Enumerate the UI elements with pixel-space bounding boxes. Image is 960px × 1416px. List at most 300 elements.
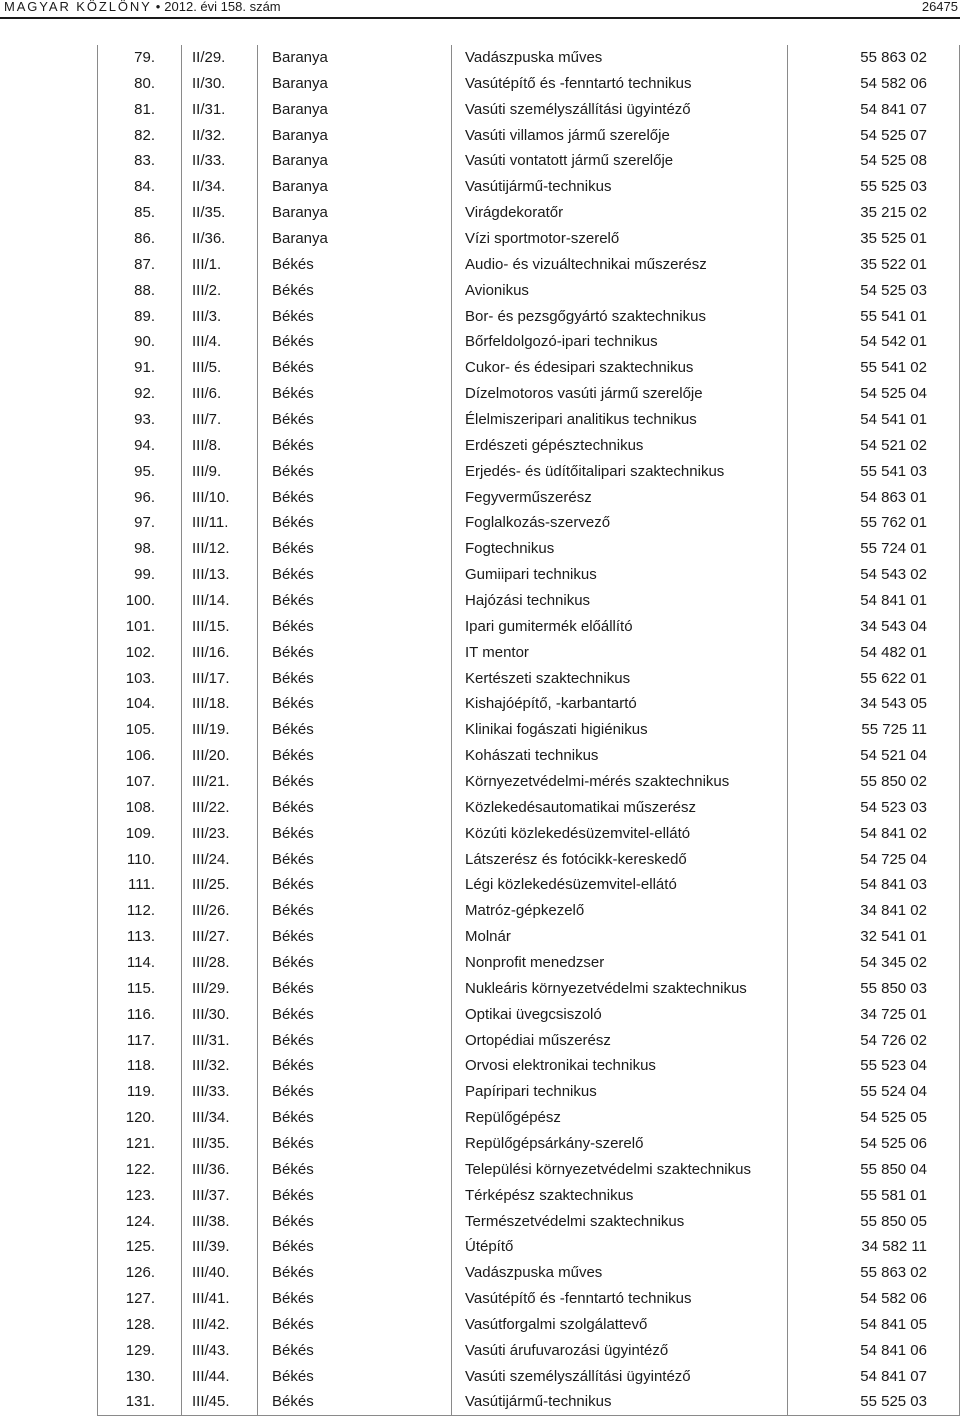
- county: Békés: [258, 666, 452, 692]
- oktj-code: 55 863 02: [788, 1260, 960, 1286]
- reference-code: III/32.: [182, 1054, 258, 1080]
- row-number: 121.: [98, 1131, 182, 1157]
- row-number: 79.: [98, 45, 182, 71]
- qualification-name: Élelmiszeripari analitikus technikus: [452, 407, 788, 433]
- reference-code: III/4.: [182, 329, 258, 355]
- row-number: 91.: [98, 355, 182, 381]
- table-row: [98, 1209, 960, 1235]
- reference-code: III/21.: [182, 769, 258, 795]
- county: Békés: [258, 304, 452, 330]
- separator-dot: •: [155, 0, 161, 14]
- oktj-code: 54 841 03: [788, 873, 960, 899]
- row-number: 108.: [98, 795, 182, 821]
- county: Békés: [258, 614, 452, 640]
- reference-code: III/37.: [182, 1183, 258, 1209]
- county: Békés: [258, 1105, 452, 1131]
- table-row: [98, 433, 960, 459]
- qualification-name: Térképész szaktechnikus: [452, 1183, 788, 1209]
- county: Baranya: [258, 200, 452, 226]
- row-number: 113.: [98, 924, 182, 950]
- reference-code: III/34.: [182, 1105, 258, 1131]
- row-number: 97.: [98, 510, 182, 536]
- row-number: 85.: [98, 200, 182, 226]
- row-number: 110.: [98, 847, 182, 873]
- table-row: [98, 123, 960, 149]
- reference-code: III/5.: [182, 355, 258, 381]
- row-number: 124.: [98, 1209, 182, 1235]
- county: Békés: [258, 1235, 452, 1261]
- table-row: [98, 148, 960, 174]
- table-row: [98, 97, 960, 123]
- oktj-code: 55 541 01: [788, 304, 960, 330]
- qualification-name: Kertészeti szaktechnikus: [452, 666, 788, 692]
- oktj-code: 54 841 02: [788, 821, 960, 847]
- county: Békés: [258, 769, 452, 795]
- table-row: [98, 847, 960, 873]
- qualification-name: Virágdekoratőr: [452, 200, 788, 226]
- county: Békés: [258, 1054, 452, 1080]
- qualification-name: Vízi sportmotor-szerelő: [452, 226, 788, 252]
- county: Békés: [258, 1260, 452, 1286]
- reference-code: III/14.: [182, 588, 258, 614]
- oktj-code: 54 543 02: [788, 562, 960, 588]
- reference-code: III/33.: [182, 1079, 258, 1105]
- row-number: 92.: [98, 381, 182, 407]
- qualification-name: Vasútépítő és -fenntartó technikus: [452, 71, 788, 97]
- row-number: 102.: [98, 640, 182, 666]
- qualification-name: Orvosi elektronikai technikus: [452, 1054, 788, 1080]
- oktj-code: 54 525 05: [788, 1105, 960, 1131]
- row-number: 83.: [98, 148, 182, 174]
- reference-code: III/17.: [182, 666, 258, 692]
- table-row: [98, 614, 960, 640]
- county: Békés: [258, 1157, 452, 1183]
- reference-code: III/3.: [182, 304, 258, 330]
- oktj-code: 54 582 06: [788, 71, 960, 97]
- oktj-code: 54 521 02: [788, 433, 960, 459]
- qualification-name: Vasúti személyszállítási ügyintéző: [452, 97, 788, 123]
- oktj-code: 54 525 04: [788, 381, 960, 407]
- oktj-code: 55 850 03: [788, 976, 960, 1002]
- qualification-name: Klinikai fogászati higiénikus: [452, 717, 788, 743]
- reference-code: II/33.: [182, 148, 258, 174]
- table-row: [98, 200, 960, 226]
- county: Békés: [258, 329, 452, 355]
- oktj-code: 54 542 01: [788, 329, 960, 355]
- row-number: 100.: [98, 588, 182, 614]
- county: Békés: [258, 1312, 452, 1338]
- table-row: [98, 459, 960, 485]
- table-row: [98, 1364, 960, 1390]
- county: Baranya: [258, 148, 452, 174]
- row-number: 120.: [98, 1105, 182, 1131]
- oktj-code: 54 525 07: [788, 123, 960, 149]
- header-rule: [0, 17, 960, 19]
- county: Baranya: [258, 45, 452, 71]
- oktj-code: 55 850 02: [788, 769, 960, 795]
- row-number: 104.: [98, 691, 182, 717]
- table-row: [98, 381, 960, 407]
- reference-code: II/31.: [182, 97, 258, 123]
- reference-code: III/38.: [182, 1209, 258, 1235]
- row-number: 127.: [98, 1286, 182, 1312]
- row-number: 96.: [98, 485, 182, 511]
- row-number: 98.: [98, 536, 182, 562]
- oktj-code: 55 525 03: [788, 174, 960, 200]
- oktj-code: 54 725 04: [788, 847, 960, 873]
- table-row: [98, 873, 960, 899]
- oktj-code: 55 622 01: [788, 666, 960, 692]
- row-number: 95.: [98, 459, 182, 485]
- qualification-name: Hajózási technikus: [452, 588, 788, 614]
- row-number: 103.: [98, 666, 182, 692]
- qualification-name: Foglalkozás-szervező: [452, 510, 788, 536]
- table-row: [98, 1312, 960, 1338]
- qualification-name: Vasútépítő és -fenntartó technikus: [452, 1286, 788, 1312]
- reference-code: III/36.: [182, 1157, 258, 1183]
- table-row: [98, 1286, 960, 1312]
- reference-code: II/29.: [182, 45, 258, 71]
- table-row: [98, 717, 960, 743]
- county: Baranya: [258, 226, 452, 252]
- qualification-name: Erdészeti gépésztechnikus: [452, 433, 788, 459]
- oktj-code: 54 523 03: [788, 795, 960, 821]
- qualification-name: Avionikus: [452, 278, 788, 304]
- oktj-code: 55 525 03: [788, 1390, 960, 1416]
- qualification-name: Nukleáris környezetvédelmi szaktechnikus: [452, 976, 788, 1002]
- oktj-code: 55 541 03: [788, 459, 960, 485]
- oktj-code: 54 525 06: [788, 1131, 960, 1157]
- reference-code: III/24.: [182, 847, 258, 873]
- row-number: 88.: [98, 278, 182, 304]
- page-number: 26475: [921, 0, 958, 14]
- reference-code: III/9.: [182, 459, 258, 485]
- oktj-code: 55 863 02: [788, 45, 960, 71]
- reference-code: III/19.: [182, 717, 258, 743]
- row-number: 118.: [98, 1054, 182, 1080]
- qualification-name: Természetvédelmi szaktechnikus: [452, 1209, 788, 1235]
- oktj-code: 54 726 02: [788, 1028, 960, 1054]
- reference-code: III/40.: [182, 1260, 258, 1286]
- county: Békés: [258, 1390, 452, 1416]
- oktj-code: 54 841 05: [788, 1312, 960, 1338]
- county: Békés: [258, 381, 452, 407]
- qualification-name: Nonprofit menedzser: [452, 950, 788, 976]
- table-row: [98, 485, 960, 511]
- qualification-name: Erjedés- és üdítőitalipari szaktechnikus: [452, 459, 788, 485]
- county: Békés: [258, 1028, 452, 1054]
- row-number: 89.: [98, 304, 182, 330]
- reference-code: III/15.: [182, 614, 258, 640]
- qualification-name: Bor- és pezsgőgyártó szaktechnikus: [452, 304, 788, 330]
- oktj-code: 35 215 02: [788, 200, 960, 226]
- oktj-code: 54 525 08: [788, 148, 960, 174]
- reference-code: III/26.: [182, 898, 258, 924]
- county: Baranya: [258, 71, 452, 97]
- oktj-code: 54 541 01: [788, 407, 960, 433]
- table-row: [98, 769, 960, 795]
- table-row: [98, 71, 960, 97]
- oktj-code: 54 525 03: [788, 278, 960, 304]
- reference-code: III/8.: [182, 433, 258, 459]
- qualification-name: Vadászpuska műves: [452, 45, 788, 71]
- county: Békés: [258, 433, 452, 459]
- county: Békés: [258, 278, 452, 304]
- county: Békés: [258, 1338, 452, 1364]
- reference-code: III/16.: [182, 640, 258, 666]
- oktj-code: 55 725 11: [788, 717, 960, 743]
- reference-code: III/18.: [182, 691, 258, 717]
- county: Békés: [258, 950, 452, 976]
- table-row: [98, 1079, 960, 1105]
- table-row: [98, 588, 960, 614]
- row-number: 114.: [98, 950, 182, 976]
- qualification-name: Papíripari technikus: [452, 1079, 788, 1105]
- table-row: [98, 45, 960, 71]
- qualification-name: Kishajóépítő, -karbantartó: [452, 691, 788, 717]
- qualification-name: Vasúti személyszállítási ügyintéző: [452, 1364, 788, 1390]
- county: Békés: [258, 795, 452, 821]
- table-row: [98, 304, 960, 330]
- reference-code: III/43.: [182, 1338, 258, 1364]
- reference-code: III/2.: [182, 278, 258, 304]
- oktj-code: 34 582 11: [788, 1235, 960, 1261]
- row-number: 119.: [98, 1079, 182, 1105]
- oktj-code: 55 581 01: [788, 1183, 960, 1209]
- qualification-name: Vasúti vontatott jármű szerelője: [452, 148, 788, 174]
- reference-code: II/35.: [182, 200, 258, 226]
- qualification-name: Audio- és vizuáltechnikai műszerész: [452, 252, 788, 278]
- county: Békés: [258, 1002, 452, 1028]
- oktj-code: 34 841 02: [788, 898, 960, 924]
- table-row: [98, 821, 960, 847]
- qualification-name: Útépítő: [452, 1235, 788, 1261]
- table-row: [98, 1338, 960, 1364]
- table-row: [98, 898, 960, 924]
- reference-code: III/30.: [182, 1002, 258, 1028]
- table-row: [98, 510, 960, 536]
- row-number: 107.: [98, 769, 182, 795]
- reference-code: III/12.: [182, 536, 258, 562]
- table-row: [98, 1157, 960, 1183]
- county: Békés: [258, 1209, 452, 1235]
- reference-code: III/1.: [182, 252, 258, 278]
- qualification-name: Kohászati technikus: [452, 743, 788, 769]
- reference-code: III/7.: [182, 407, 258, 433]
- table-row: [98, 1390, 960, 1416]
- table-body: [98, 45, 960, 1416]
- qualification-name: Optikai üvegcsiszoló: [452, 1002, 788, 1028]
- table-row: [98, 691, 960, 717]
- row-number: 93.: [98, 407, 182, 433]
- table-row: [98, 1260, 960, 1286]
- table-row: [98, 355, 960, 381]
- page-header: [0, 0, 960, 18]
- table-row: [98, 174, 960, 200]
- county: Békés: [258, 976, 452, 1002]
- qualification-table: [97, 45, 960, 1416]
- row-number: 86.: [98, 226, 182, 252]
- oktj-code: 55 850 04: [788, 1157, 960, 1183]
- reference-code: III/11.: [182, 510, 258, 536]
- row-number: 82.: [98, 123, 182, 149]
- qualification-name: Bőrfeldolgozó-ipari technikus: [452, 329, 788, 355]
- table-row: [98, 1054, 960, 1080]
- row-number: 101.: [98, 614, 182, 640]
- qualification-name: Matróz-gépkezelő: [452, 898, 788, 924]
- county: Békés: [258, 536, 452, 562]
- row-number: 129.: [98, 1338, 182, 1364]
- row-number: 87.: [98, 252, 182, 278]
- qualification-name: Légi közlekedésüzemvitel-ellátó: [452, 873, 788, 899]
- county: Békés: [258, 898, 452, 924]
- oktj-code: 54 521 04: [788, 743, 960, 769]
- qualification-name: Cukor- és édesipari szaktechnikus: [452, 355, 788, 381]
- qualification-name: Közlekedésautomatikai műszerész: [452, 795, 788, 821]
- reference-code: III/35.: [182, 1131, 258, 1157]
- table-row: [98, 1131, 960, 1157]
- reference-code: III/20.: [182, 743, 258, 769]
- reference-code: III/42.: [182, 1312, 258, 1338]
- table-row: [98, 278, 960, 304]
- reference-code: II/34.: [182, 174, 258, 200]
- table-row: [98, 1105, 960, 1131]
- qualification-name: Vasútijármű-technikus: [452, 1390, 788, 1416]
- reference-code: II/36.: [182, 226, 258, 252]
- oktj-code: 54 841 06: [788, 1338, 960, 1364]
- county: Baranya: [258, 123, 452, 149]
- county: Békés: [258, 588, 452, 614]
- reference-code: III/23.: [182, 821, 258, 847]
- oktj-code: 54 841 07: [788, 1364, 960, 1390]
- county: Békés: [258, 847, 452, 873]
- qualification-name: Települési környezetvédelmi szaktechnikus: [452, 1157, 788, 1183]
- reference-code: III/6.: [182, 381, 258, 407]
- row-number: 130.: [98, 1364, 182, 1390]
- table-row: [98, 252, 960, 278]
- row-number: 105.: [98, 717, 182, 743]
- county: Békés: [258, 510, 452, 536]
- county: Békés: [258, 459, 452, 485]
- oktj-code: 55 523 04: [788, 1054, 960, 1080]
- reference-code: III/29.: [182, 976, 258, 1002]
- qualification-name: Gumiipari technikus: [452, 562, 788, 588]
- county: Békés: [258, 717, 452, 743]
- county: Békés: [258, 873, 452, 899]
- table-row: [98, 536, 960, 562]
- county: Békés: [258, 1079, 452, 1105]
- oktj-code: 35 525 01: [788, 226, 960, 252]
- reference-code: III/25.: [182, 873, 258, 899]
- county: Békés: [258, 821, 452, 847]
- county: Békés: [258, 252, 452, 278]
- county: Békés: [258, 1183, 452, 1209]
- table-row: [98, 950, 960, 976]
- table-row: [98, 976, 960, 1002]
- table-row: [98, 226, 960, 252]
- oktj-code: 34 725 01: [788, 1002, 960, 1028]
- row-number: 111.: [98, 873, 182, 899]
- oktj-code: 55 524 04: [788, 1079, 960, 1105]
- county: Békés: [258, 691, 452, 717]
- county: Békés: [258, 924, 452, 950]
- table-row: [98, 1183, 960, 1209]
- qualification-name: Fogtechnikus: [452, 536, 788, 562]
- reference-code: III/45.: [182, 1390, 258, 1416]
- reference-code: II/32.: [182, 123, 258, 149]
- oktj-code: 54 582 06: [788, 1286, 960, 1312]
- row-number: 112.: [98, 898, 182, 924]
- qualification-name: Vadászpuska műves: [452, 1260, 788, 1286]
- row-number: 126.: [98, 1260, 182, 1286]
- row-number: 90.: [98, 329, 182, 355]
- publication-name: MAGYAR KÖZLÖNY: [4, 0, 152, 14]
- county: Békés: [258, 1286, 452, 1312]
- qualification-name: IT mentor: [452, 640, 788, 666]
- table-row: [98, 640, 960, 666]
- county: Békés: [258, 355, 452, 381]
- table-row: [98, 407, 960, 433]
- qualification-name: Dízelmotoros vasúti jármű szerelője: [452, 381, 788, 407]
- row-number: 106.: [98, 743, 182, 769]
- oktj-code: 34 543 04: [788, 614, 960, 640]
- reference-code: III/22.: [182, 795, 258, 821]
- qualification-name: Ortopédiai műszerész: [452, 1028, 788, 1054]
- reference-code: II/30.: [182, 71, 258, 97]
- qualification-name: Vasúti árufuvarozási ügyintéző: [452, 1338, 788, 1364]
- county: Békés: [258, 407, 452, 433]
- county: Békés: [258, 562, 452, 588]
- table-row: [98, 743, 960, 769]
- table-row: [98, 795, 960, 821]
- reference-code: III/39.: [182, 1235, 258, 1261]
- county: Békés: [258, 743, 452, 769]
- table-row: [98, 1028, 960, 1054]
- row-number: 117.: [98, 1028, 182, 1054]
- qualification-name: Látszerész és fotócikk-kereskedő: [452, 847, 788, 873]
- reference-code: III/27.: [182, 924, 258, 950]
- reference-code: III/31.: [182, 1028, 258, 1054]
- oktj-code: 54 841 01: [788, 588, 960, 614]
- row-number: 94.: [98, 433, 182, 459]
- row-number: 116.: [98, 1002, 182, 1028]
- row-number: 84.: [98, 174, 182, 200]
- issue-label: 2012. évi 158. szám: [164, 0, 281, 14]
- oktj-code: 34 543 05: [788, 691, 960, 717]
- qualification-name: Környezetvédelmi-mérés szaktechnikus: [452, 769, 788, 795]
- oktj-code: 55 724 01: [788, 536, 960, 562]
- reference-code: III/10.: [182, 485, 258, 511]
- qualification-name: Molnár: [452, 924, 788, 950]
- table-row: [98, 562, 960, 588]
- oktj-code: 35 522 01: [788, 252, 960, 278]
- oktj-code: 54 345 02: [788, 950, 960, 976]
- table-row: [98, 1235, 960, 1261]
- qualification-name: Vasútijármű-technikus: [452, 174, 788, 200]
- reference-code: III/44.: [182, 1364, 258, 1390]
- oktj-code: 32 541 01: [788, 924, 960, 950]
- row-number: 123.: [98, 1183, 182, 1209]
- row-number: 115.: [98, 976, 182, 1002]
- qualification-name: Vasúti villamos jármű szerelője: [452, 123, 788, 149]
- row-number: 80.: [98, 71, 182, 97]
- row-number: 125.: [98, 1235, 182, 1261]
- row-number: 99.: [98, 562, 182, 588]
- table-row: [98, 329, 960, 355]
- oktj-code: 54 482 01: [788, 640, 960, 666]
- oktj-code: 55 762 01: [788, 510, 960, 536]
- reference-code: III/41.: [182, 1286, 258, 1312]
